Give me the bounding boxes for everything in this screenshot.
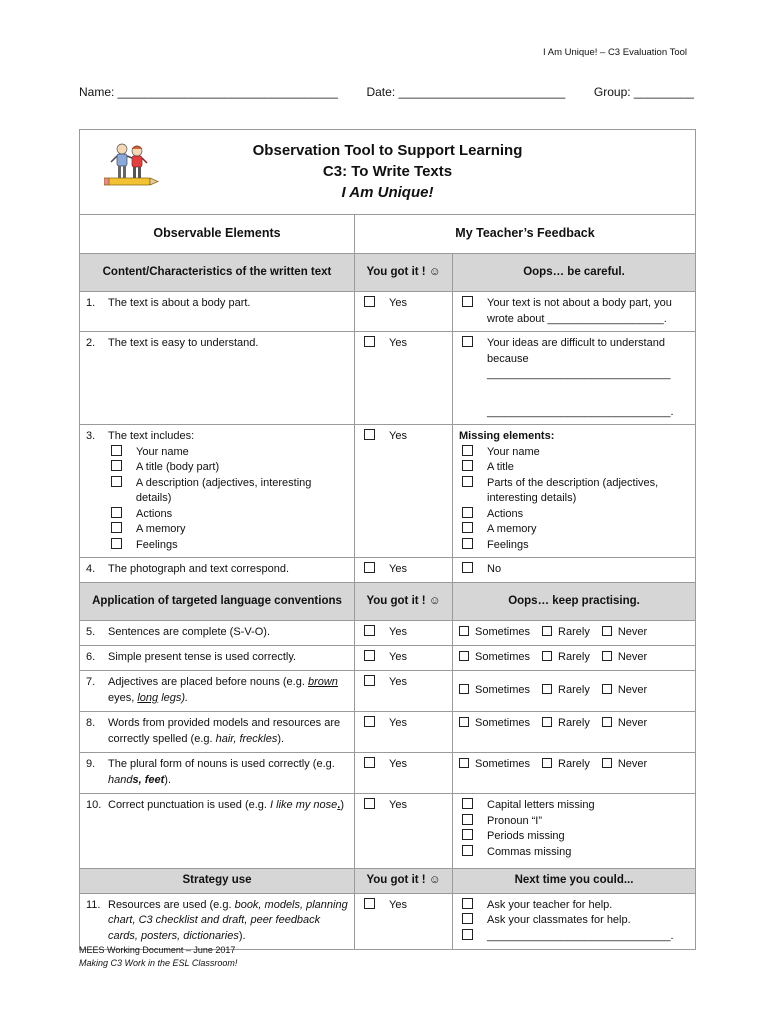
doc-unit-title: I Am Unique! (341, 184, 434, 201)
example-word: hand (108, 773, 133, 786)
checkbox[interactable] (462, 460, 473, 471)
checkbox[interactable] (542, 626, 552, 636)
yes-label: Yes (389, 758, 407, 770)
criterion-text: The photograph and text correspond. (108, 563, 290, 575)
scale-label: Sometimes (475, 626, 531, 638)
scale-label: Rarely (558, 684, 590, 697)
text-part: Correct punctuation is used (e.g. (108, 799, 271, 811)
feedback-text: Your text is not about a body part, you wrote about ___________________. (487, 297, 672, 325)
checkbox[interactable] (364, 296, 375, 307)
list-item: Pronoun “I” (487, 814, 543, 827)
yes-label: Yes (389, 297, 407, 309)
scale-label: Rarely (558, 651, 590, 663)
doc-title: Observation Tool to Support Learning (252, 142, 523, 159)
checkbox[interactable] (364, 336, 375, 347)
yes-label: Yes (389, 337, 407, 349)
checkbox[interactable] (364, 898, 375, 909)
list-item: Feelings (487, 538, 529, 551)
list-item: A description (adjectives, interesting details) (135, 476, 312, 504)
checkbox[interactable] (602, 717, 612, 727)
text-part: legs). (158, 691, 189, 704)
checkbox[interactable] (111, 507, 122, 518)
scale-label: Never (617, 626, 648, 638)
scale-label: Sometimes (475, 717, 531, 729)
name-date-group-line (79, 85, 694, 99)
section-content-got-it: You got it ! ☺ (355, 254, 453, 292)
item-number: 3. (86, 430, 96, 442)
checkbox[interactable] (542, 651, 552, 661)
list-item: Actions (136, 507, 173, 520)
example-word: book, models, planning chart, C3 checklist and draft, peer feedback cards, posters, dictionaries (108, 898, 348, 942)
scale-label: Never (617, 717, 648, 729)
checkbox[interactable] (462, 336, 473, 347)
section-conventions-oops: Oops… keep practising. (453, 583, 696, 621)
text-part: The plural form of nouns is used correctly (e.g. (108, 758, 335, 770)
checkbox[interactable] (459, 684, 469, 694)
section-strategy-got-it: You got it ! ☺ (355, 869, 453, 894)
feedback-text: Your ideas are difficult to understand because (487, 337, 665, 365)
checkbox[interactable] (364, 716, 375, 727)
frequency-scale (453, 712, 696, 753)
checkbox[interactable] (542, 717, 552, 727)
checkbox[interactable] (111, 522, 122, 533)
item-number: 6. (86, 651, 96, 663)
answer-line[interactable]: ______________________________. (487, 405, 674, 418)
checkbox[interactable] (364, 625, 375, 636)
observation-table (79, 129, 696, 950)
text-part: ). (238, 929, 246, 942)
section-content-oops: Oops… be careful. (453, 254, 696, 292)
list-item: Ask your teacher for help. (487, 898, 613, 911)
item-number: 5. (86, 626, 96, 638)
section-strategy-head: Strategy use (80, 869, 355, 894)
table-row (80, 646, 696, 671)
yes-label: Yes (389, 799, 407, 811)
criterion-text (108, 798, 348, 814)
text-part: Words from provided models and resources are correctly spelled (e.g. (108, 717, 341, 745)
list-item: A title (487, 461, 514, 473)
scale-label: Sometimes (475, 684, 531, 697)
checkbox[interactable] (462, 507, 473, 518)
criterion-text: The text is easy to understand. (108, 337, 259, 349)
title-block (80, 130, 696, 215)
example-suffix: s (132, 773, 139, 786)
footer (79, 944, 237, 970)
list-item: Your name (487, 445, 540, 458)
text-part: Resources are used (e.g. (108, 898, 235, 911)
checkbox[interactable] (602, 758, 612, 768)
col-observable-elements: Observable Elements (80, 215, 355, 254)
list-item: Ask your classmates for help. (487, 914, 631, 926)
list-item: Actions (487, 507, 524, 520)
criterion-text (108, 898, 348, 945)
criterion-text (108, 675, 348, 706)
yes-label: Yes (389, 651, 407, 663)
checkbox[interactable] (459, 626, 469, 636)
yes-label: Yes (389, 430, 407, 442)
checkbox[interactable] (111, 538, 122, 549)
scale-label: Rarely (558, 626, 590, 638)
document-header: I Am Unique! – C3 Evaluation Tool (543, 47, 687, 58)
checkbox[interactable] (364, 798, 375, 809)
item-number: 10. (86, 799, 102, 811)
list-item: A title (body part) (136, 461, 220, 473)
text-part: eyes, (108, 691, 138, 704)
doc-subtitle: C3: To Write Texts (322, 163, 453, 180)
scale-label: Rarely (558, 758, 590, 770)
criterion-text (108, 716, 348, 747)
table-row (80, 671, 696, 712)
item-number: 4. (86, 563, 96, 575)
children-on-pencil-logo (104, 140, 160, 190)
checkbox[interactable] (364, 675, 375, 686)
text-part: ) (340, 799, 345, 811)
checkbox[interactable] (542, 684, 552, 694)
example-word: , feet (138, 773, 165, 786)
table-row (80, 332, 696, 425)
scale-label: Never (617, 684, 648, 697)
table-row (80, 425, 696, 558)
checkbox[interactable] (459, 651, 469, 661)
item-number: 2. (86, 337, 96, 349)
checkbox[interactable] (111, 445, 122, 456)
table-row (80, 794, 696, 869)
example-punctuation: . (337, 799, 341, 811)
scale-label: Rarely (558, 717, 590, 729)
item-number: 7. (86, 676, 96, 688)
checkbox[interactable] (462, 898, 473, 909)
example-word: I like my nose (270, 799, 338, 811)
list-item: Capital letters missing (487, 799, 595, 811)
footer-line: MEES Working Document – June 2017 (79, 945, 236, 955)
checkbox[interactable] (462, 829, 473, 840)
checkbox[interactable] (462, 562, 473, 573)
scale-label: Never (617, 651, 648, 663)
frequency-scale (453, 671, 696, 712)
checkbox[interactable] (462, 296, 473, 307)
checkbox[interactable] (602, 684, 612, 694)
includes-list (86, 445, 348, 554)
text-part: ). (277, 732, 285, 745)
text-part: ). (164, 773, 172, 786)
scale-label: Never (617, 758, 648, 770)
checkbox[interactable] (602, 626, 612, 636)
footer-line: Making C3 Work in the ESL Classroom! (79, 958, 238, 968)
section-content-head: Content/Characteristics of the written text (80, 254, 355, 292)
group-field[interactable]: Group: _________ (593, 85, 694, 99)
criterion-text: Sentences are complete (S-V-O). (108, 626, 271, 638)
item-number: 8. (86, 717, 96, 729)
table-row (80, 893, 696, 949)
checkbox[interactable] (462, 522, 473, 533)
criterion-text (108, 757, 348, 788)
criterion-text: The text includes: (108, 430, 195, 442)
checkbox[interactable] (542, 758, 552, 768)
table-row (80, 712, 696, 753)
section-conventions-got-it: You got it ! ☺ (355, 583, 453, 621)
missing-elements-heading: Missing elements: (459, 430, 555, 442)
checkbox[interactable] (462, 845, 473, 856)
col-teacher-feedback: My Teacher’s Feedback (355, 215, 696, 254)
answer-line[interactable]: ______________________________ (487, 368, 671, 380)
yes-label: Yes (389, 717, 407, 729)
checkbox[interactable] (111, 460, 122, 471)
yes-label: Yes (389, 626, 407, 638)
checkbox[interactable] (364, 562, 375, 573)
name-field[interactable]: Name: _________________________________ (79, 85, 338, 99)
table-row (80, 753, 696, 794)
criterion-text: Simple present tense is used correctly. (108, 651, 297, 663)
criterion-text: The text is about a body part. (108, 297, 251, 309)
checkbox[interactable] (462, 476, 473, 487)
table-row (80, 621, 696, 646)
no-label: No (487, 563, 502, 575)
item-number: 1. (86, 297, 96, 309)
checkbox[interactable] (462, 913, 473, 924)
checkbox[interactable] (462, 445, 473, 456)
checkbox[interactable] (364, 757, 375, 768)
table-row (80, 558, 696, 583)
list-item: Parts of the description (adjectives, interesting details) (487, 476, 659, 504)
checkbox[interactable] (459, 758, 469, 768)
checkbox[interactable] (462, 814, 473, 825)
yes-label: Yes (389, 563, 407, 575)
checkbox[interactable] (111, 476, 122, 487)
frequency-scale (453, 621, 696, 646)
scale-label: Sometimes (475, 758, 531, 770)
list-item: Your name (136, 445, 189, 458)
checkbox[interactable] (459, 717, 469, 727)
yes-label: Yes (389, 676, 407, 688)
list-item: Commas missing (487, 845, 572, 858)
section-strategy-next: Next time you could... (453, 869, 696, 894)
answer-line[interactable]: ______________________________. (487, 929, 674, 942)
checkbox[interactable] (462, 798, 473, 809)
list-item: Feelings (136, 538, 178, 551)
list-item: Periods missing (487, 830, 565, 842)
date-field[interactable]: Date: _________________________ (366, 85, 566, 99)
checkbox[interactable] (602, 651, 612, 661)
example-word: hair, freckles (215, 732, 278, 745)
text-part: Adjectives are placed before nouns (e.g. (108, 676, 308, 688)
item-number: 11. (86, 898, 101, 911)
checkbox[interactable] (364, 650, 375, 661)
yes-label: Yes (389, 898, 407, 911)
checkbox[interactable] (364, 429, 375, 440)
checkbox[interactable] (462, 538, 473, 549)
list-item: A memory (487, 523, 537, 535)
frequency-scale (453, 646, 696, 671)
frequency-scale (453, 753, 696, 794)
scale-label: Sometimes (475, 651, 531, 663)
example-word: long (137, 691, 159, 704)
table-row (80, 292, 696, 332)
list-item: A memory (136, 523, 186, 535)
item-number: 9. (86, 758, 96, 770)
example-word: brown (307, 676, 338, 688)
section-conventions-head: Application of targeted language conventions (80, 583, 355, 621)
checkbox[interactable] (462, 929, 473, 940)
